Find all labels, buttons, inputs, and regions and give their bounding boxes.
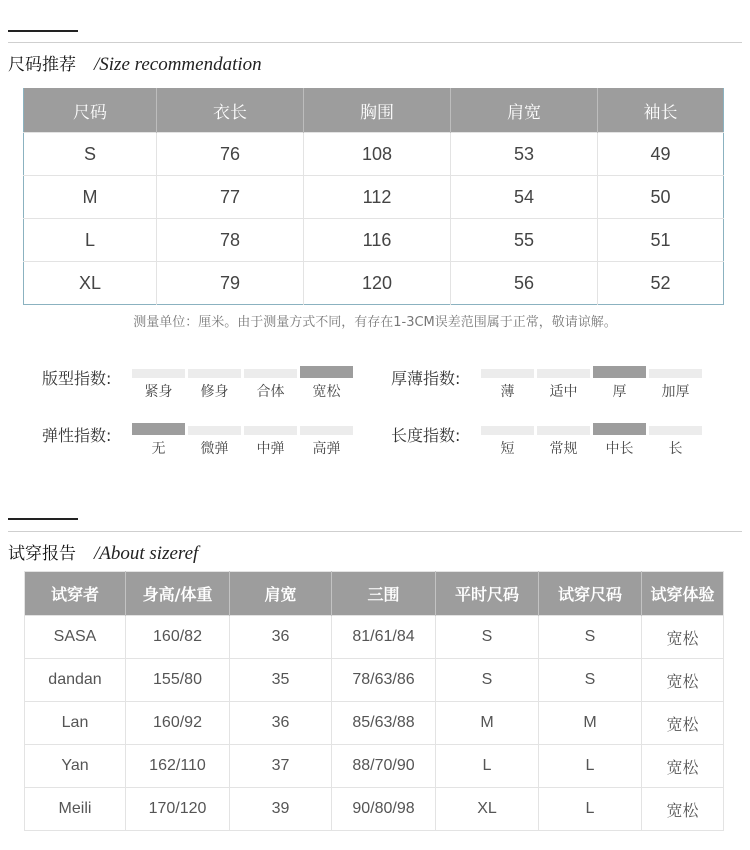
measurement-note: 测量单位：厘米。由于测量方式不同，有存在1-3CM误差范围属于正常，敬请谅解。 — [133, 315, 617, 330]
tryon-cell: S — [539, 659, 642, 702]
tryon-header-cell: 身高/体重 — [126, 572, 230, 616]
table-row — [24, 262, 724, 305]
index-option-label: 中弹 — [256, 441, 285, 457]
tryon-cell: 162/110 — [126, 745, 230, 788]
size-title-en: /Size recommendation — [94, 54, 262, 75]
index-option — [132, 423, 185, 458]
tryon-title-en: /About sizeref — [94, 543, 199, 564]
index-option-label: 适中 — [549, 384, 578, 400]
index-option — [537, 423, 590, 458]
index-bar — [132, 423, 185, 435]
size-title-zh: 尺码推荐 — [8, 55, 76, 75]
index-bar — [188, 426, 241, 435]
table-row — [24, 219, 724, 262]
table-row — [25, 788, 724, 831]
tryon-cell: 宽松 — [642, 702, 724, 745]
index-option — [132, 366, 185, 401]
index-option — [649, 423, 702, 458]
tryon-cell: Meili — [25, 788, 126, 831]
index-bar — [649, 369, 702, 378]
index-option-label: 无 — [151, 441, 166, 457]
tryon-cell: 宽松 — [642, 788, 724, 831]
size-cell: XL — [24, 262, 157, 305]
index-bar — [188, 369, 241, 378]
elasticity-index-label: 弹性指数: — [42, 426, 112, 445]
index-option-label: 常规 — [549, 441, 578, 457]
index-option-label: 加厚 — [661, 384, 690, 400]
tryon-cell: 155/80 — [126, 659, 230, 702]
index-option-label: 薄 — [500, 384, 515, 400]
tryon-cell: 宽松 — [642, 659, 724, 702]
index-bar — [537, 369, 590, 378]
size-cell: 50 — [598, 176, 724, 219]
tryon-cell: 39 — [230, 788, 332, 831]
tryon-header-cell: 试穿体验 — [642, 572, 724, 616]
tryon-cell: 宽松 — [642, 616, 724, 659]
index-bar — [593, 366, 646, 378]
tryon-cell: Lan — [25, 702, 126, 745]
thickness-index-label: 厚薄指数: — [391, 369, 461, 388]
index-option — [188, 366, 241, 401]
tryon-cell: 37 — [230, 745, 332, 788]
tryon-header-cell: 平时尺码 — [436, 572, 539, 616]
size-cell: 49 — [598, 133, 724, 176]
size-cell: 51 — [598, 219, 724, 262]
index-option-label: 短 — [500, 441, 515, 457]
table-row — [24, 176, 724, 219]
tryon-cell: M — [539, 702, 642, 745]
size-cell: 56 — [451, 262, 598, 305]
size-cell: 79 — [157, 262, 304, 305]
index-option — [537, 366, 590, 401]
size-cell: 108 — [304, 133, 451, 176]
index-option-label: 高弹 — [312, 441, 341, 457]
size-header-cell: 胸围 — [304, 88, 451, 133]
index-bar — [132, 369, 185, 378]
size-cell: S — [24, 133, 157, 176]
tryon-cell: S — [436, 616, 539, 659]
size-cell: 116 — [304, 219, 451, 262]
tryon-cell: 160/92 — [126, 702, 230, 745]
size-header-cell: 尺码 — [24, 88, 157, 133]
table-row — [25, 702, 724, 745]
tryon-header-cell: 试穿者 — [25, 572, 126, 616]
header-accent-line — [8, 518, 78, 520]
tryon-cell: 35 — [230, 659, 332, 702]
index-bar — [244, 426, 297, 435]
tryon-header-cell: 试穿尺码 — [539, 572, 642, 616]
size-cell: M — [24, 176, 157, 219]
tryon-cell: 36 — [230, 616, 332, 659]
tryon-cell: 宽松 — [642, 745, 724, 788]
tryon-cell: 90/80/98 — [332, 788, 436, 831]
size-cell: 52 — [598, 262, 724, 305]
index-bar — [593, 423, 646, 435]
size-cell: 76 — [157, 133, 304, 176]
index-option-label: 长 — [668, 441, 683, 457]
index-bar — [244, 369, 297, 378]
table-row — [25, 745, 724, 788]
size-cell: L — [24, 219, 157, 262]
table-row — [25, 616, 724, 659]
tryon-cell: 78/63/86 — [332, 659, 436, 702]
length-index-label: 长度指数: — [391, 426, 461, 445]
index-option-label: 合体 — [256, 384, 285, 400]
index-option — [244, 366, 297, 401]
size-cell: 53 — [451, 133, 598, 176]
tryon-cell: S — [436, 659, 539, 702]
tryon-cell: L — [539, 788, 642, 831]
tryon-cell: XL — [436, 788, 539, 831]
index-option — [244, 423, 297, 458]
index-option — [593, 366, 646, 401]
index-option-label: 微弹 — [200, 441, 229, 457]
header-divider — [8, 42, 742, 43]
index-option — [649, 366, 702, 401]
header-accent-line — [8, 30, 78, 32]
index-option-label: 厚 — [612, 384, 627, 400]
tryon-cell: 170/120 — [126, 788, 230, 831]
size-header-cell: 衣长 — [157, 88, 304, 133]
size-section-title — [8, 50, 262, 76]
index-option-label: 修身 — [200, 384, 229, 400]
tryon-table-header-row — [25, 572, 724, 616]
size-cell: 78 — [157, 219, 304, 262]
tryon-section-title — [8, 539, 198, 565]
size-header-cell: 肩宽 — [451, 88, 598, 133]
index-option — [300, 366, 353, 401]
tryon-cell: L — [436, 745, 539, 788]
tryon-cell: L — [539, 745, 642, 788]
size-cell: 112 — [304, 176, 451, 219]
tryon-cell: Yan — [25, 745, 126, 788]
fit-index-label: 版型指数: — [42, 369, 112, 388]
size-cell: 120 — [304, 262, 451, 305]
index-option — [300, 423, 353, 458]
index-option — [188, 423, 241, 458]
index-bar — [300, 366, 353, 378]
index-option — [481, 423, 534, 458]
tryon-title-zh: 试穿报告 — [8, 544, 76, 564]
index-bar — [300, 426, 353, 435]
tryon-cell: dandan — [25, 659, 126, 702]
tryon-header-cell: 肩宽 — [230, 572, 332, 616]
index-option-label: 宽松 — [312, 384, 341, 400]
index-option — [481, 366, 534, 401]
size-header-cell: 袖长 — [598, 88, 724, 133]
size-cell: 55 — [451, 219, 598, 262]
size-table-header-row — [24, 88, 724, 133]
index-bar — [649, 426, 702, 435]
index-option-label: 紧身 — [144, 384, 173, 400]
size-table — [23, 88, 724, 305]
table-row — [24, 133, 724, 176]
tryon-cell: M — [436, 702, 539, 745]
index-bar — [481, 426, 534, 435]
tryon-cell: 81/61/84 — [332, 616, 436, 659]
table-row — [25, 659, 724, 702]
tryon-cell: SASA — [25, 616, 126, 659]
index-option — [593, 423, 646, 458]
index-bar — [537, 426, 590, 435]
tryon-cell: S — [539, 616, 642, 659]
header-divider — [8, 531, 742, 532]
size-cell: 54 — [451, 176, 598, 219]
tryon-cell: 160/82 — [126, 616, 230, 659]
index-option-label: 中长 — [605, 441, 634, 457]
tryon-cell: 88/70/90 — [332, 745, 436, 788]
tryon-header-cell: 三围 — [332, 572, 436, 616]
index-bar — [481, 369, 534, 378]
tryon-cell: 85/63/88 — [332, 702, 436, 745]
tryon-cell: 36 — [230, 702, 332, 745]
tryon-table — [24, 571, 724, 831]
size-cell: 77 — [157, 176, 304, 219]
